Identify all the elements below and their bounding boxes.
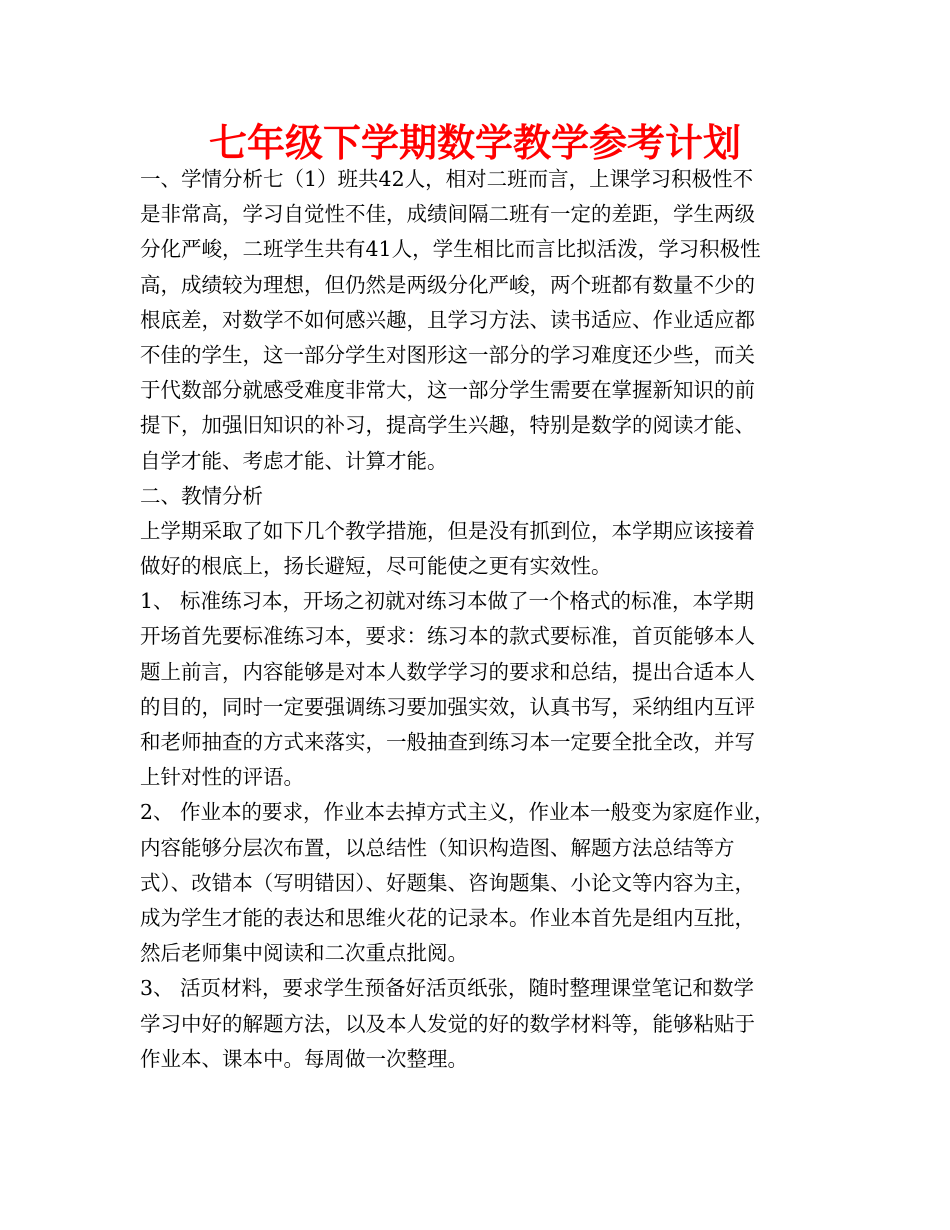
body-line: 提下，加强旧知识的补习，提高学生兴趣，特别是数学的阅读才能、 <box>140 413 755 438</box>
body-line: 分化严峻，二班学生共有41人，学生相比而言比拟活泼，学习积极性 <box>140 237 761 262</box>
body-line: 做好的根底上，扬长避短，尽可能使之更有实效性。 <box>140 554 612 579</box>
body-line: 不佳的学生，这一部分学生对图形这一部分的学习难度还少些，而关 <box>140 342 755 367</box>
list-item-3: 3、 活页材料，要求学生预备好活页纸张，随时整理课堂笔记和数学 <box>140 976 755 1001</box>
body-line: 然后老师集中阅读和二次重点批阅。 <box>140 941 468 966</box>
body-line: 式）、改错本（写明错因）、好题集、咨询题集、小论文等内容为主， <box>140 870 755 895</box>
body-line: 成为学生才能的表达和思维火花的记录本。作业本首先是组内互批， <box>140 905 755 930</box>
body-line: 开场首先要标准练习本，要求：练习本的款式要标准，首页能够本人 <box>140 624 755 649</box>
body-line: 作业本、课本中。每周做一次整理。 <box>140 1046 468 1071</box>
body-line: 于代数部分就感受难度非常大，这一部分学生需要在掌握新知识的前 <box>140 378 755 403</box>
body-line: 一、学情分析七（1）班共42人，相对二班而言，上课学习积极性不 <box>140 167 754 191</box>
body-line: 自学才能、考虑才能、计算才能。 <box>140 448 448 473</box>
body-line: 高，成绩较为理想，但仍然是两级分化严峻，两个班都有数量不少的 <box>140 272 755 297</box>
list-item-2: 2、 作业本的要求，作业本去掉方式主义，作业本一般变为家庭作业， <box>140 800 775 825</box>
body-line: 和老师抽查的方式来落实，一般抽查到练习本一定要全批全改，并写 <box>140 730 755 754</box>
document-body <box>140 162 840 1077</box>
body-line: 上针对性的评语。 <box>140 765 304 790</box>
body-line: 的目的，同时一定要强调练习要加强实效，认真书写，采纳组内互评 <box>140 694 755 719</box>
body-line: 上学期采取了如下几个教学措施，但是没有抓到位，本学期应该接着 <box>140 518 755 543</box>
list-item-1: 1、 标准练习本，开场之初就对练习本做了一个格式的标准，本学期 <box>140 589 755 614</box>
document-title: 七年级下学期数学教学参考计划 <box>208 121 741 165</box>
body-line: 是非常高，学习自觉性不佳，成绩间隔二班有一定的差距，学生两级 <box>140 202 755 227</box>
body-line: 根底差，对数学不如何感兴趣，且学习方法、读书适应、作业适应都 <box>140 307 755 332</box>
section-heading: 二、教情分析 <box>140 483 263 508</box>
body-line: 题上前言，内容能够是对本人数学学习的要求和总结，提出合适本人 <box>140 659 755 684</box>
body-line: 学习中好的解题方法，以及本人发觉的好的数学材料等，能够粘贴于 <box>140 1011 755 1036</box>
body-line: 内容能够分层次布置，以总结性（知识构造图、解题方法总结等方 <box>140 835 735 860</box>
